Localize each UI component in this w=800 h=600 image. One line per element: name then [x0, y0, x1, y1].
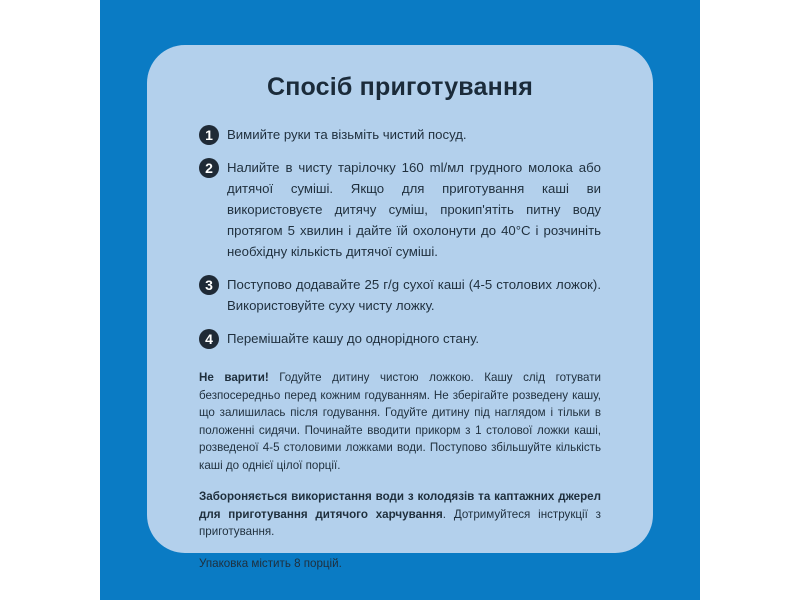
page-title: Спосіб приготування: [266, 73, 534, 101]
portions-note: Упаковка містить 8 порцій.: [199, 556, 342, 570]
water-warning-bold: Забороняється використання води з колодязів та каптажних джерел для приготування дитячого харчування: [199, 490, 601, 521]
step-number-2: 2: [199, 158, 219, 178]
boil-warning-bold: Не варити!: [199, 371, 269, 384]
step-4: [199, 328, 601, 349]
instructions-card: [147, 45, 653, 570]
step-text-2: Налийте в чисту тарілочку 160 ml/мл грудного молока або дитячої суміші. Якщо для приготування каші ви використовуєте дитячу суміш, прокип'ятіть питну воду протягом 5 хвилин і дайте їй охолонути до 40°C і розчиніть необхідну кількість дитячої суміші.: [227, 160, 601, 259]
step-number-3: 3: [199, 275, 219, 295]
step-1: [199, 124, 601, 145]
step-number-1: 1: [199, 125, 219, 145]
step-text-3: Поступово додавайте 25 г/g сухої каші (4-5 столових ложок). Використовуйте суху чисту ложку.: [227, 277, 601, 313]
step-number-4: 4: [199, 329, 219, 349]
step-2: [199, 157, 601, 262]
notes-section: [199, 369, 601, 572]
water-warning: [199, 488, 601, 541]
steps-list: [199, 124, 601, 349]
step-text-1: Вимийте руки та візьміть чистий посуд.: [227, 127, 467, 142]
boil-warning: [199, 369, 601, 474]
water-warning-text: . Дотримуйтеся інструкції з приготування.: [199, 507, 601, 538]
step-3: [199, 274, 601, 316]
boil-warning-text: Годуйте дитину чистою ложкою. Кашу слід готувати безпосередньо перед кожним годуванням. Не зберігайте розведену кашу, що залишилась після годування. Годуйте дитину під наглядом і тільки в положенні сидячи. Починайте вводити прикорм з 1 столової ложки каші, розведеної 4-5 столовими ложками води. Поступово збільшуйте кількість каші до однієї цілої порції.: [199, 371, 602, 472]
step-text-4: Перемішайте кашу до однорідного стану.: [227, 331, 480, 346]
